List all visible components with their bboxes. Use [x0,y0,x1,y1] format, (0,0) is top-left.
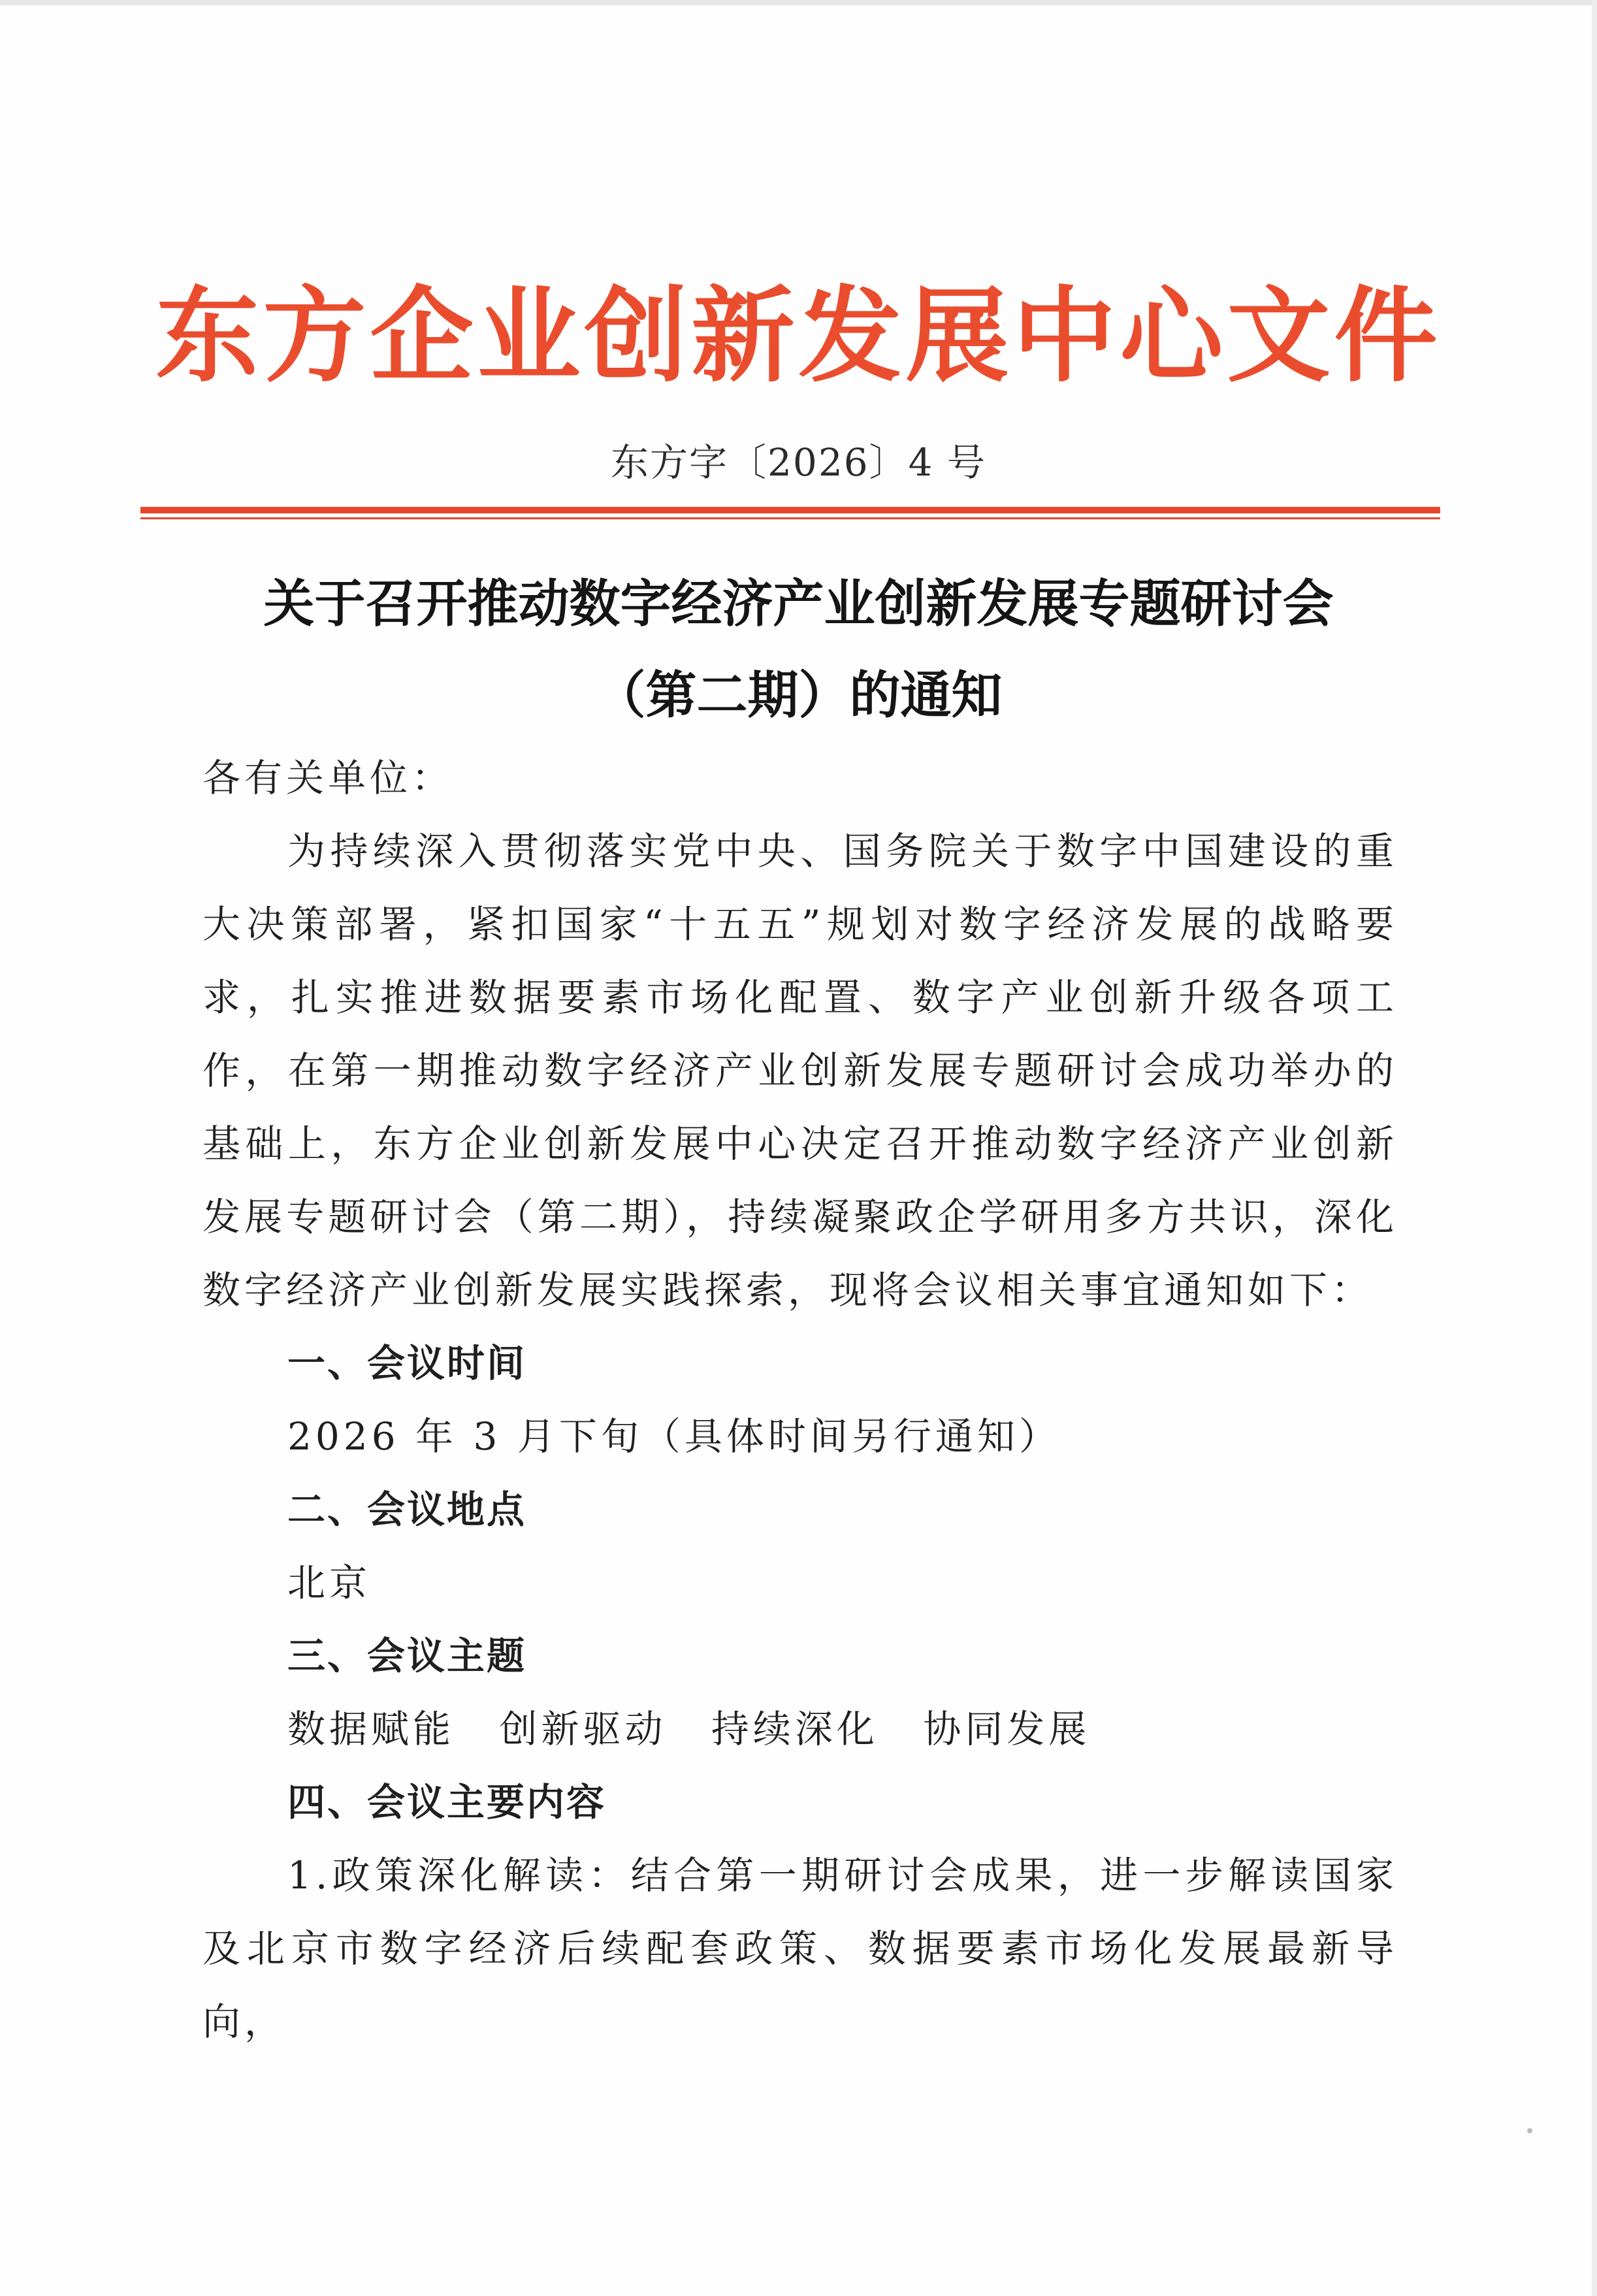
red-header-title: 东方企业创新发展中心文件 [155,276,1442,396]
notice-body [202,741,1398,2058]
section-heading-venue: 二、会议地点 [287,1487,527,1532]
theme-keyword: 协同发展 [923,1707,1091,1751]
meeting-venue: 北京 [287,1560,372,1605]
red-separator-rule [140,507,1440,513]
intro-paragraph: 为持续深入贯彻落实党中央、国务院关于数字中国建设的重大决策部署，紧扣国家“十五五”规划对数字经济发展的战略要求，扎实推进数据要素市场化配置、数字产业创新升级各项工作，在第一期推动数字经济产业创新发展专题研讨会成功举办的基础上，东方企业创新发展中心决定召开推动数字经济产业创新发展专题研讨会（第二期），持续凝聚政企学研用多方共识，深化数字经济产业创新发展实践探索，现将会议相关事宜通知如下： [202,829,1398,1312]
section-heading-content: 四、会议主要内容 [287,1780,607,1824]
notice-title [0,558,1597,741]
notice-title-line-2: （第二期）的通知 [594,666,1003,725]
content-item-1: 1.政策深化解读：结合第一期研讨会成果，进一步解读国家及北京市数字经济后续配套政策、数据要素市场化发展最新导向， [202,1853,1398,2044]
document-number: 东方字〔2026〕4 号 [611,440,986,485]
meeting-theme [202,1692,1398,1766]
scan-speck [1527,2128,1532,2133]
section-heading-theme: 三、会议主题 [287,1634,527,1678]
red-separator-rule-thin [140,517,1440,519]
section-heading-time: 一、会议时间 [287,1341,527,1385]
theme-keyword: 创新驱动 [499,1707,667,1751]
addressee: 各有关单位： [202,756,454,800]
theme-keyword: 持续深化 [711,1707,879,1751]
notice-title-line-1: 关于召开推动数字经济产业创新发展专题研讨会 [263,575,1334,634]
meeting-time: 2026 年 3 月下旬（具体时间另行通知） [287,1414,1061,1459]
theme-keyword: 数据赋能 [287,1707,455,1751]
